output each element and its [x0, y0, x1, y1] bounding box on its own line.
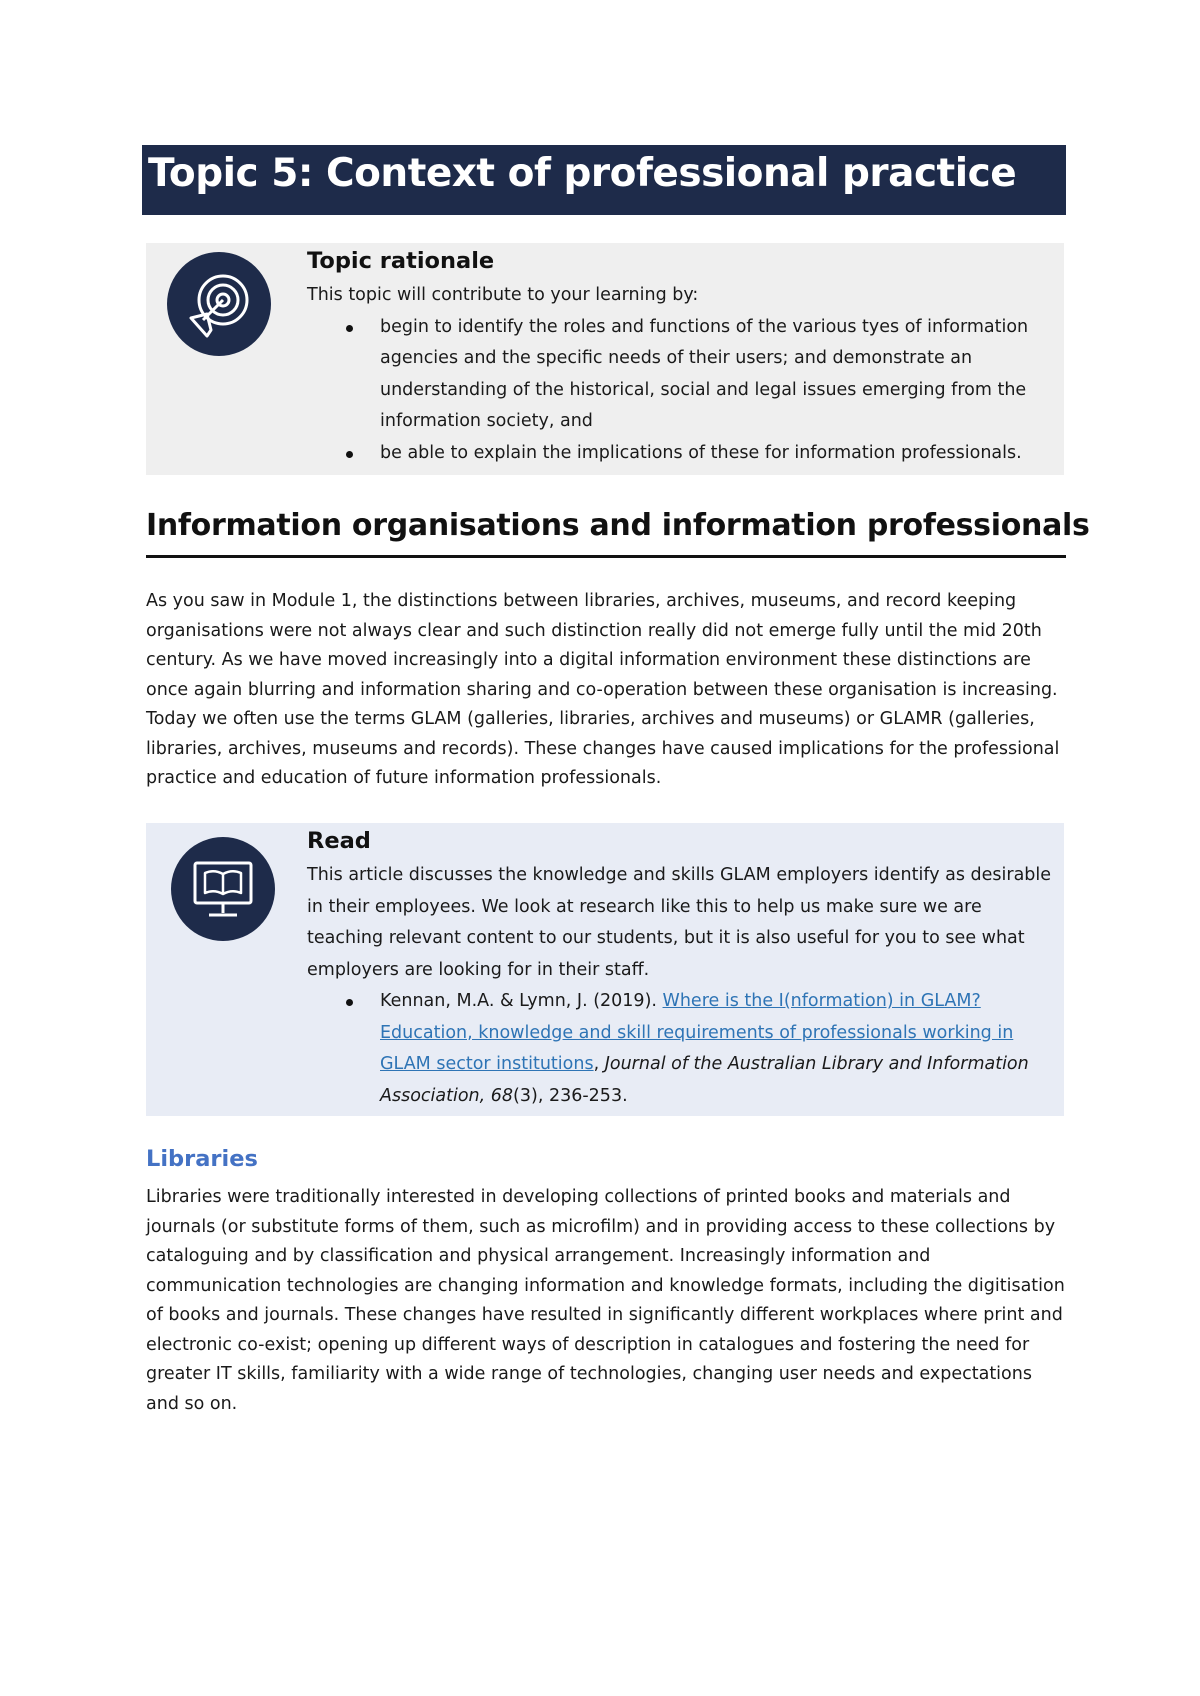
reference-issue-pages: (3), 236-253. — [513, 1085, 628, 1106]
read-intro: This article discusses the knowledge and skills GLAM employers identify as desirable in their employees. We look at research like this to help us make sure we are teaching relevant content to our students, but it is also useful for you to see what employers are looking for in their staff. — [307, 865, 1052, 980]
reading-list — [307, 986, 1052, 1112]
libraries-heading: Libraries — [146, 1146, 258, 1172]
section-heading: Information organisations and information professionals — [146, 508, 1066, 558]
reading-reference — [380, 986, 1052, 1112]
rationale-bullet: begin to identify the roles and functions of the various tyes of information agencies and the specific needs of their users; and demonstrate an understanding of the historical, social and legal issues emerging from the information society, and — [380, 312, 1052, 438]
reference-separator: , — [593, 1054, 605, 1074]
read-callout — [146, 823, 1064, 1116]
intro-paragraph: As you saw in Module 1, the distinctions between libraries, archives, museums, and record keeping organisations were not always clear and such distinction really did not emerge fully until the mid 20th century. As we have moved increasingly into a digital information environment these distinctions are once again blurring and information sharing and co-operation between these organisation is increasing. Today we often use the terms GLAM (galleries, libraries, archives and museums) or GLAMR (galleries, libraries, archives, museums and records). These changes have caused implications for the professional practice and education of future information professionals. — [146, 591, 1060, 788]
article-link[interactable]: Where is the I(nformation) in GLAM? Education, knowledge and skill requirements of professionals working in GLAM sector institutions — [380, 991, 1014, 1074]
target-arrow-icon — [167, 252, 271, 356]
rationale-intro: This topic will contribute to your learning by: — [307, 285, 699, 305]
topic-rationale-callout — [146, 243, 1064, 475]
book-monitor-icon — [171, 837, 275, 941]
reference-journal: Journal of the Australian Library and Information Association, 68 — [380, 1054, 1029, 1106]
page-title: Topic 5: Context of professional practice — [142, 145, 1066, 215]
read-heading: Read — [307, 828, 371, 854]
reference-authors: Kennan, M.A. & Lymn, J. (2019). — [380, 991, 663, 1011]
rationale-bullet: be able to explain the implications of these for information professionals. — [380, 438, 1052, 470]
libraries-paragraph: Libraries were traditionally interested in developing collections of printed books and materials and journals (or substitute forms of them, such as microfilm) and in providing access to these collections by cataloguing and by classification and physical arrangement. Increasingly information and communication technologies are changing information and knowledge formats, including the digitisation of books and journals. These changes have resulted in significantly different workplaces where print and electronic co-exist; opening up different ways of description in catalogues and fostering the need for greater IT skills, familiarity with a wide range of technologies, changing user needs and expectations and so on. — [146, 1187, 1065, 1414]
rationale-heading: Topic rationale — [307, 248, 495, 274]
rationale-list — [307, 312, 1052, 470]
